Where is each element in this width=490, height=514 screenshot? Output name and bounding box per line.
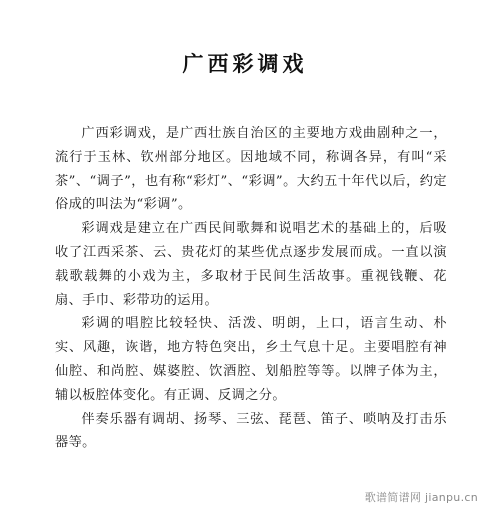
site-watermark: 歌谱简谱网 jianpu.cn — [364, 491, 478, 504]
paragraph-4: 伴奏乐器有调胡、扬琴、三弦、琵琶、笛子、唢呐及打击乐器等。 — [55, 411, 447, 451]
document-title: 广西彩调戏 — [182, 51, 308, 76]
paragraph-3: 彩调的唱腔比较轻快、活泼、明朗，上口，语言生动、朴实、风趣，诙谐，地方特色突出，乡土气息十足。主要唱腔有神仙腔、和尚腔、媒婆腔、饮酒腔、划船腔等等。以牌子体为主，辅以板腔体变化。有正调、反调之分。 — [55, 316, 447, 403]
document-body — [55, 122, 447, 455]
paragraph-1: 广西彩调戏，是广西壮族自治区的主要地方戏曲剧种之一，流行于玉林、钦州部分地区。因地域不同，称调各异，有叫“采茶”、“调子”，也有称“彩灯”、“彩调”。大约五十年代以后，约定俗成的叫法为“彩调”。 — [55, 126, 447, 213]
paragraph-2: 彩调戏是建立在广西民间歌舞和说唱艺术的基础上的，后吸收了江西采茶、云、贵花灯的某些优点逐步发展而成。一直以演载歌载舞的小戏为主，多取材于民间生活故事。重视钱鞭、花扇、手巾、彩带功的运用。 — [55, 221, 447, 308]
